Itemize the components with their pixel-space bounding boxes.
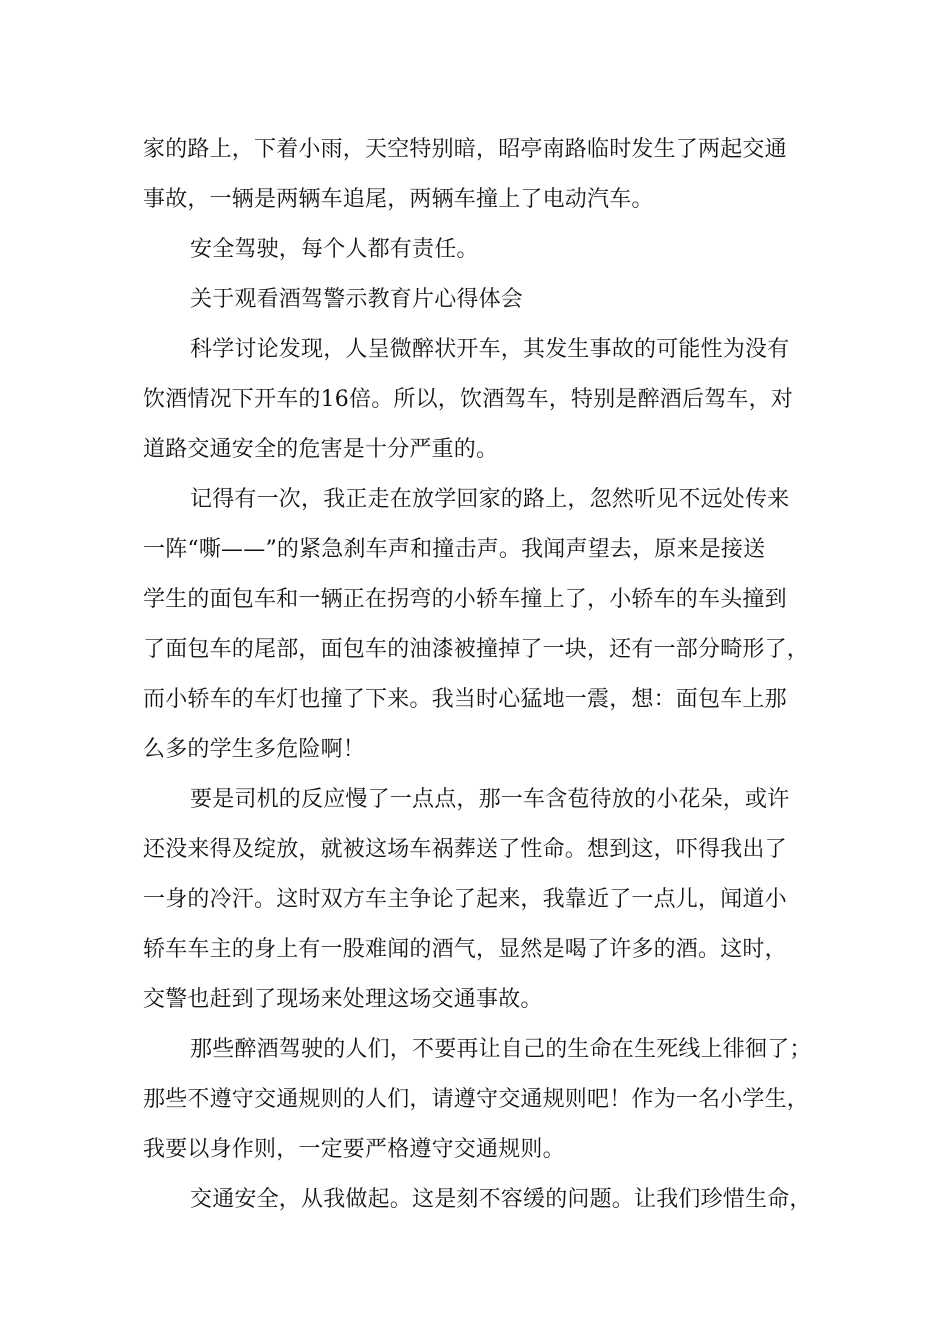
paragraph-start-line: 交通安全，从我做起。这是刻不容缓的问题。让我们珍惜生命， [190,1187,812,1212]
paragraph-start-line: 科学讨论发现，人呈微醉状开车，其发生事故的可能性为没有 [190,337,790,362]
text-line: 我要以身作则，一定要严格遵守交通规则。 [143,1137,565,1162]
paragraph-start-line: 要是司机的反应慢了一点点，那一车含苞待放的小花朵，或许 [190,787,790,812]
text-line: 还没来得及绽放，就被这场车祸葬送了性命。想到这，吓得我出了 [143,837,787,862]
text-line: 一阵“嘶——”的紧急刹车声和撞击声。我闻声望去，原来是接送 [143,537,766,562]
text-line: 交警也赶到了现场来处理这场交通事故。 [143,987,543,1012]
paragraph-start-line: 那些醉酒驾驶的人们，不要再让自己的生命在生死线上徘徊了； [190,1037,812,1062]
text-line: 事故，一辆是两辆车追尾，两辆车撞上了电动汽车。 [143,187,654,212]
section-heading-line: 关于观看酒驾警示教育片心得体会 [190,287,524,312]
text-line: 么多的学生多危险啊！ [143,737,366,762]
text-line: 学生的面包车和一辆正在拐弯的小轿车撞上了，小轿车的车头撞到 [143,587,787,612]
text-line: 那些不遵守交通规则的人们，请遵守交通规则吧！作为一名小学生， [143,1087,810,1112]
paragraph-start-line: 安全驾驶，每个人都有责任。 [190,237,479,262]
text-line: 饮酒情况下开车的16倍。所以，饮酒驾车，特别是醉酒后驾车，对 [143,387,793,412]
paragraph-start-line: 记得有一次，我正走在放学回家的路上，忽然听见不远处传来 [190,487,790,512]
text-line: 轿车车主的身上有一股难闻的酒气，显然是喝了许多的酒。这时， [143,937,787,962]
text-line: 了面包车的尾部，面包车的油漆被撞掉了一块，还有一部分畸形了， [143,637,810,662]
text-line: 而小轿车的车灯也撞了下来。我当时心猛地一震，想：面包车上那 [143,687,787,712]
text-line: 道路交通安全的危害是十分严重的。 [143,437,499,462]
text-line: 一身的冷汗。这时双方车主争论了起来，我靠近了一点儿，闻道小 [143,887,787,912]
text-line: 家的路上，下着小雨，天空特别暗，昭亭南路临时发生了两起交通 [143,137,787,162]
